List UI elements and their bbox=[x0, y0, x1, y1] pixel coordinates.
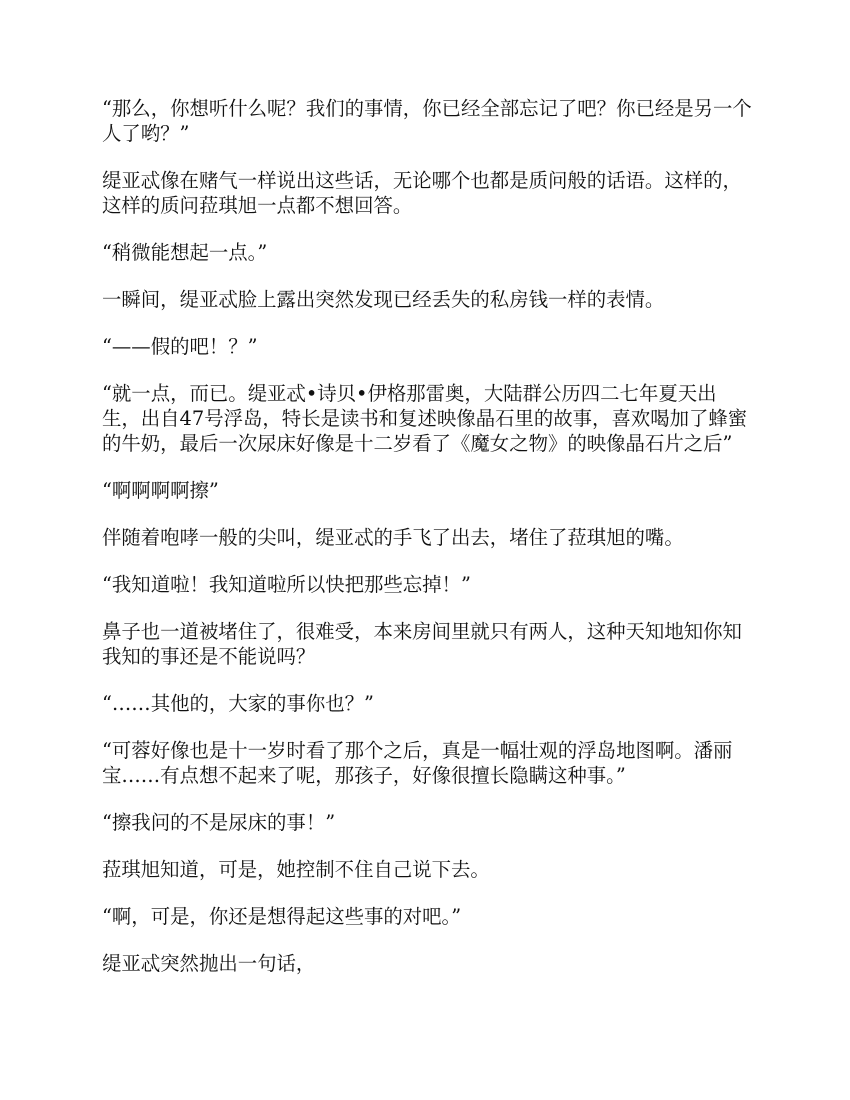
paragraph: “啊啊啊啊擦” bbox=[102, 479, 219, 502]
paragraph: 菈琪旭知道，可是，她控制不住自己说下去。 bbox=[102, 858, 490, 881]
document-body bbox=[102, 96, 752, 998]
paragraph: “擦我问的不是尿床的事！” bbox=[102, 811, 336, 834]
paragraph: 伴随着咆哮一般的尖叫，缇亚忒的手飞了出去，堵住了菈琪旭的嘴。 bbox=[102, 526, 684, 549]
paragraph: “那么，你想听什么呢？我们的事情，你已经全部忘记了吧？你已经是另一个人了哟？” bbox=[102, 97, 752, 145]
paragraph: 缇亚忒像在赌气一样说出这些话，无论哪个也都是质问般的话语。这样的，这样的质问菈琪旭一点都不想回答。 bbox=[102, 169, 742, 217]
paragraph: 一瞬间，缇亚忒脸上露出突然发现已经丢失的私房钱一样的表情。 bbox=[102, 288, 665, 311]
paragraph: “就一点，而已。缇亚忒•诗贝•伊格那雷奥，大陆群公历四二七年夏天出生，出自47号浮岛，特长是读书和复述映像晶石里的故事，喜欢喝加了蜂蜜的牛奶，最后一次尿床好像是十二岁看了《魔女之物》的映像晶石片之后” bbox=[102, 382, 748, 455]
paragraph: “——假的吧！？” bbox=[102, 335, 258, 358]
paragraph: “可蓉好像也是十一岁时看了那个之后，真是一幅壮观的浮岛地图啊。潘丽宝……有点想不起来了呢，那孩子，好像很擅长隐瞒这种事。” bbox=[102, 739, 733, 787]
paragraph: “我知道啦！我知道啦所以快把那些忘掉！” bbox=[102, 573, 471, 596]
paragraph: “……其他的，大家的事你也？” bbox=[102, 692, 374, 715]
paragraph: “啊，可是，你还是想得起这些事的对吧。” bbox=[102, 905, 462, 928]
paragraph: 鼻子也一道被堵住了，很难受，本来房间里就只有两人，这种天知地知你知我知的事还是不能说吗？ bbox=[102, 620, 742, 668]
paragraph: “稍微能想起一点。” bbox=[102, 241, 268, 264]
paragraph: 缇亚忒突然抛出一句话， bbox=[102, 952, 316, 975]
